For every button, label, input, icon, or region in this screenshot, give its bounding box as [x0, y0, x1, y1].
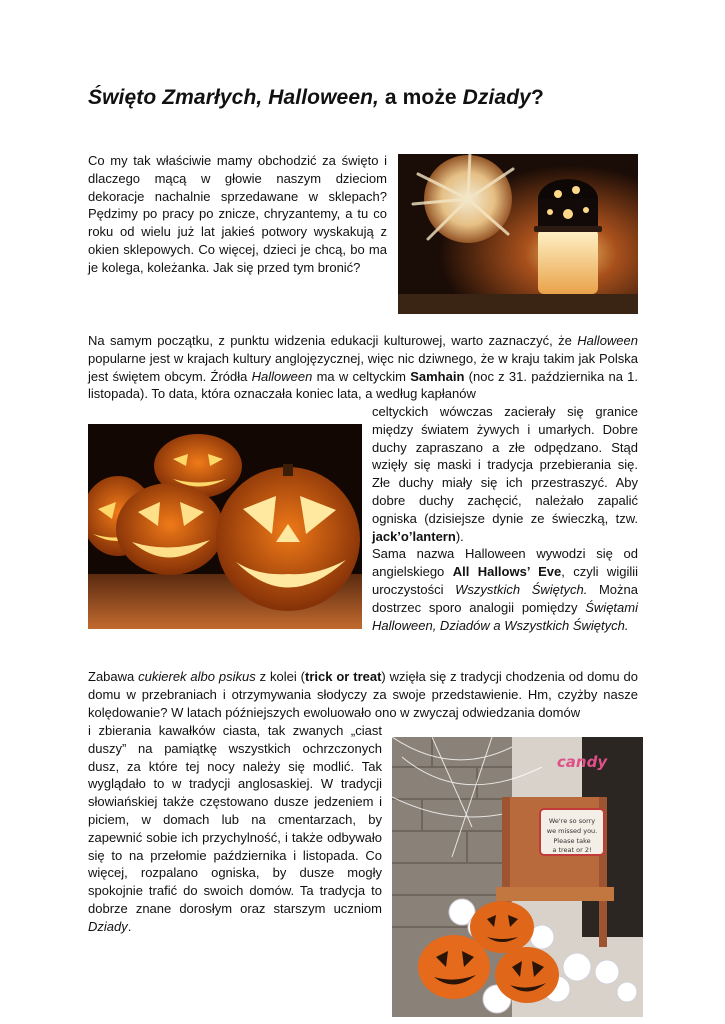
- halloween-porch-decoration-photo: [392, 737, 643, 1017]
- jack-o-lantern-pumpkins-photo: [88, 424, 362, 629]
- candle-chrysanthemum-photo: [398, 154, 638, 314]
- samhain-paragraph: Na samym początku, z punktu widzenia edukacji kulturowej, warto zaznaczyć, że Halloween popularne jest w krajach kultury anglojęzycznej, więc nic dziwnego, że w kraju takim jak Polska jest świętem obcym. Źródła Halloween ma w celtyckim Samhain (noc z 31. października na 1. listopada). To data, która oznaczała koniec lata, a według kapłanów: [88, 333, 639, 402]
- trick-or-treat-paragraph: Zabawa cukierek albo psikus z kolei (trick or treat) wzięła się z tradycji chodzenia od domu do domu w przebraniach i otrzymywania słodyczy za swoje przedstawienie. Hm, czyżby nasze kolędowanie? W latach późniejszych ewoluowało ono w zwyczaj odwiedzania domów: [88, 669, 638, 720]
- intro-paragraph: Co my tak właściwie mamy obchodzić za święto i dlaczego mącą w głowie naszym dzieciom dekoracje nachalnie sprzedawane w sklepach? Pędzimy po pracy po znicze, chryzantemy, a tu co roku od wielu już lat jakieś potwory wyskakują z okien sklepowych. Co więcej, dzieci je chcą, bo ma je kolega, koleżanka. Jak się przed tym bronić?: [88, 153, 387, 275]
- soul-cakes-paragraph: i zbierania kawałków ciasta, tak zwanych „ciast duszy” na pamiątkę wszystkich ochrzczonych dusz, za które tej nocy należy się modlić. Tak wyglądało to w tradycji anglosaskiej. W tradycji słowiańskiej także częstowano dusze jedzeniem i piciem, w domach lub na cmentarzach, by zapewnić sobie ich przychylność, i także odbywało się to na przełomie października i listopada. Co więcej, rozpalano ogniska, by dusze mogły spokojnie trafić do swoich domów. Ta tradycja to dobrze znane dorosłym oraz starszym uczniom Dziady.: [88, 723, 382, 934]
- sign-text-line: We're so sorry: [548, 817, 596, 825]
- svg-text:we missed you.: we missed you.: [546, 827, 598, 835]
- candy-sign: candy: [556, 753, 608, 771]
- svg-text:a treat or 2!: a treat or 2!: [552, 846, 592, 854]
- svg-text:Please take: Please take: [553, 837, 591, 845]
- page-title: Święto Zmarłych, Halloween, a może Dziady?: [88, 86, 544, 109]
- celtic-traditions-paragraph: celtyckich wówczas zacierały się granice między światem żywych i umarłych. Dobre duchy zapraszano a złe odpędzano. Stąd wzięły się maski i tradycja przebierania się. Złe duchy miały się ich przestraszyć. Aby dobre duchy zachęcić, należało zapalić ogniska (dzisiejsze dynie ze świeczką, tzw. jack’o’lantern). Sama nazwa Halloween wywodzi się od angielskiego All Hallows’ Eve, czyli wigilii uroczystości Wszystkich Świętych. Można dostrzec sporo analogii pomiędzy Świętami Halloween, Dziadów a Wszystkich Świętych.: [372, 404, 638, 633]
